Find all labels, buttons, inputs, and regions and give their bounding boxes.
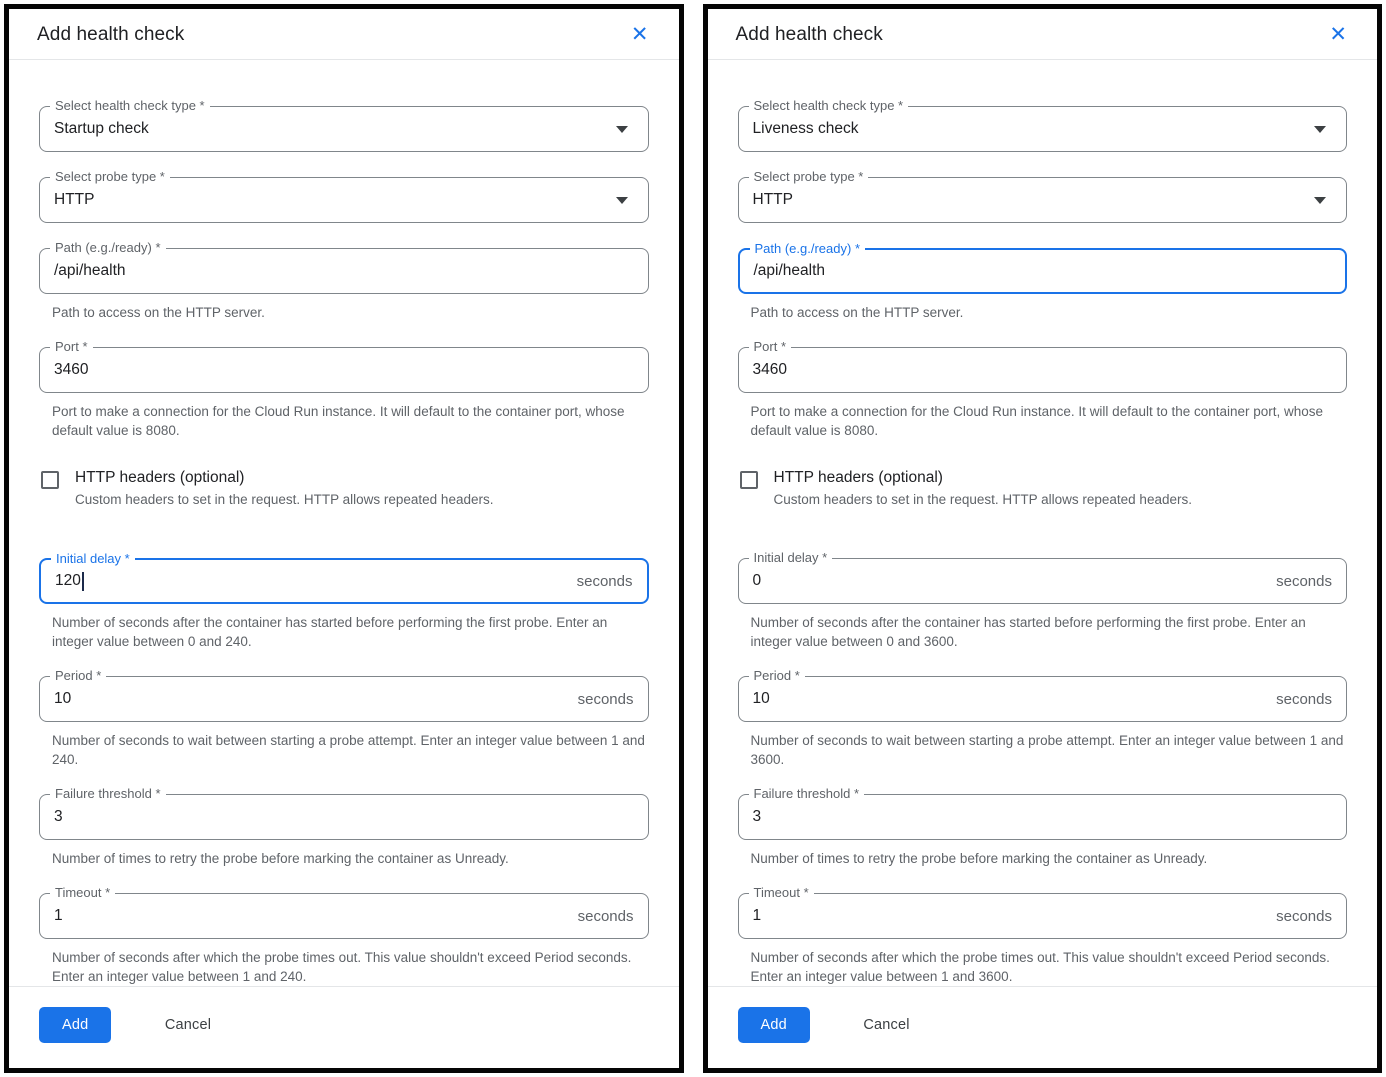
period-label: Period * <box>749 668 805 683</box>
port-label: Port * <box>50 339 93 354</box>
dialog-header <box>708 9 1378 60</box>
timeout-unit: seconds <box>577 907 634 925</box>
port-value: 3460 <box>54 361 89 378</box>
cancel-button[interactable]: Cancel <box>857 1007 915 1043</box>
period-unit: seconds <box>577 690 634 708</box>
path-helper-text: Path to access on the HTTP server. <box>750 305 964 320</box>
initial-delay-helper-text: Number of seconds after the container has started before performing the first probe. Enter an integer value between 0 and 3600. <box>750 615 1306 649</box>
timeout-value: 1 <box>752 907 762 924</box>
text-cursor <box>82 572 84 591</box>
initial-delay-value: 0 <box>752 572 762 589</box>
period-label: Period * <box>50 668 106 683</box>
initial-delay-field[interactable] <box>738 550 1348 604</box>
health-check-type-select[interactable] <box>738 98 1348 152</box>
http-headers-description: Custom headers to set in the request. HTTP allows repeated headers. <box>773 492 1192 507</box>
http-headers-row <box>39 469 649 509</box>
http-headers-row <box>738 469 1348 509</box>
health-check-type-label: Select health check type * <box>749 98 909 113</box>
timeout-helper-text: Number of seconds after which the probe times out. This value shouldn't exceed Period seconds. Enter an integer value between 1 and 240. <box>52 950 632 984</box>
probe-type-value: HTTP <box>752 191 793 208</box>
port-label: Port * <box>749 339 792 354</box>
failure-threshold-field[interactable] <box>39 786 649 840</box>
path-label: Path (e.g./ready) * <box>50 240 166 255</box>
dialog-title: Add health check <box>37 23 185 45</box>
dialog-title: Add health check <box>735 23 883 45</box>
failure-threshold-helper-text: Number of times to retry the probe before marking the container as Unready. <box>52 851 509 866</box>
timeout-unit: seconds <box>1276 907 1332 925</box>
port-helper-text: Port to make a connection for the Cloud Run instance. It will default to the container port, whose default value is 8080. <box>750 404 1324 438</box>
period-value: 10 <box>752 690 770 707</box>
health-check-type-value: Startup check <box>54 120 149 137</box>
chevron-down-icon <box>1314 197 1332 204</box>
probe-type-label: Select probe type * <box>50 169 170 184</box>
path-field[interactable] <box>738 241 1348 294</box>
close-icon[interactable]: ✕ <box>627 22 653 47</box>
http-headers-checkbox[interactable] <box>740 471 758 489</box>
timeout-value: 1 <box>54 907 63 924</box>
add-button[interactable]: Add <box>738 1007 810 1043</box>
health-check-type-value: Liveness check <box>752 120 859 137</box>
period-field[interactable] <box>39 668 649 722</box>
dialog-body <box>708 60 1378 986</box>
timeout-field[interactable] <box>738 885 1348 939</box>
failure-threshold-value: 3 <box>54 808 63 825</box>
http-headers-checkbox[interactable] <box>41 471 59 489</box>
add-health-check-dialog-startup <box>4 4 684 1073</box>
failure-threshold-label: Failure threshold * <box>749 786 865 801</box>
timeout-helper-text: Number of seconds after which the probe times out. This value shouldn't exceed Period seconds. Enter an integer value between 1 and 3600. <box>750 950 1330 984</box>
chevron-down-icon <box>616 126 634 133</box>
timeout-field[interactable] <box>39 885 649 939</box>
path-helper-text: Path to access on the HTTP server. <box>52 305 265 320</box>
initial-delay-label: Initial delay * <box>749 550 833 565</box>
period-field[interactable] <box>738 668 1348 722</box>
add-button[interactable]: Add <box>39 1007 111 1043</box>
http-headers-label: HTTP headers (optional) <box>75 469 245 486</box>
failure-threshold-helper-text: Number of times to retry the probe before marking the container as Unready. <box>750 851 1208 866</box>
health-check-type-label: Select health check type * <box>50 98 210 113</box>
chevron-down-icon <box>1314 126 1332 133</box>
dialog-body <box>9 60 679 986</box>
period-value: 10 <box>54 690 72 707</box>
path-label: Path (e.g./ready) * <box>750 241 866 256</box>
http-headers-label: HTTP headers (optional) <box>773 469 943 486</box>
failure-threshold-value: 3 <box>752 808 762 825</box>
close-icon[interactable]: ✕ <box>1325 22 1351 47</box>
add-health-check-dialog-liveness <box>703 4 1383 1073</box>
failure-threshold-field[interactable] <box>738 786 1348 840</box>
timeout-label: Timeout * <box>50 885 115 900</box>
initial-delay-value: 120 <box>55 572 81 589</box>
probe-type-select[interactable] <box>738 169 1348 223</box>
port-field[interactable] <box>39 339 649 393</box>
failure-threshold-label: Failure threshold * <box>50 786 166 801</box>
path-value: /api/health <box>753 262 826 279</box>
port-value: 3460 <box>752 361 787 378</box>
initial-delay-unit: seconds <box>576 572 633 590</box>
probe-type-label: Select probe type * <box>749 169 869 184</box>
period-helper-text: Number of seconds to wait between starting a probe attempt. Enter an integer value between 1 and 240. <box>52 733 645 767</box>
chevron-down-icon <box>616 197 634 204</box>
http-headers-description: Custom headers to set in the request. HTTP allows repeated headers. <box>75 492 494 507</box>
initial-delay-helper-text: Number of seconds after the container has started before performing the first probe. Enter an integer value between 0 and 240. <box>52 615 608 649</box>
dialog-footer <box>9 986 679 1068</box>
timeout-label: Timeout * <box>749 885 814 900</box>
dialog-header <box>9 9 679 60</box>
port-field[interactable] <box>738 339 1348 393</box>
period-unit: seconds <box>1276 690 1332 708</box>
initial-delay-unit: seconds <box>1276 572 1332 590</box>
port-helper-text: Port to make a connection for the Cloud Run instance. It will default to the container port, whose default value is 8080. <box>52 404 625 438</box>
dialog-footer <box>708 986 1378 1068</box>
initial-delay-label: Initial delay * <box>51 551 135 566</box>
cancel-button[interactable]: Cancel <box>159 1007 217 1043</box>
health-check-type-select[interactable] <box>39 98 649 152</box>
probe-type-select[interactable] <box>39 169 649 223</box>
path-value: /api/health <box>54 262 126 279</box>
probe-type-value: HTTP <box>54 191 95 208</box>
path-field[interactable] <box>39 240 649 294</box>
period-helper-text: Number of seconds to wait between starting a probe attempt. Enter an integer value between 1 and 3600. <box>750 733 1344 767</box>
initial-delay-field[interactable] <box>39 551 649 604</box>
